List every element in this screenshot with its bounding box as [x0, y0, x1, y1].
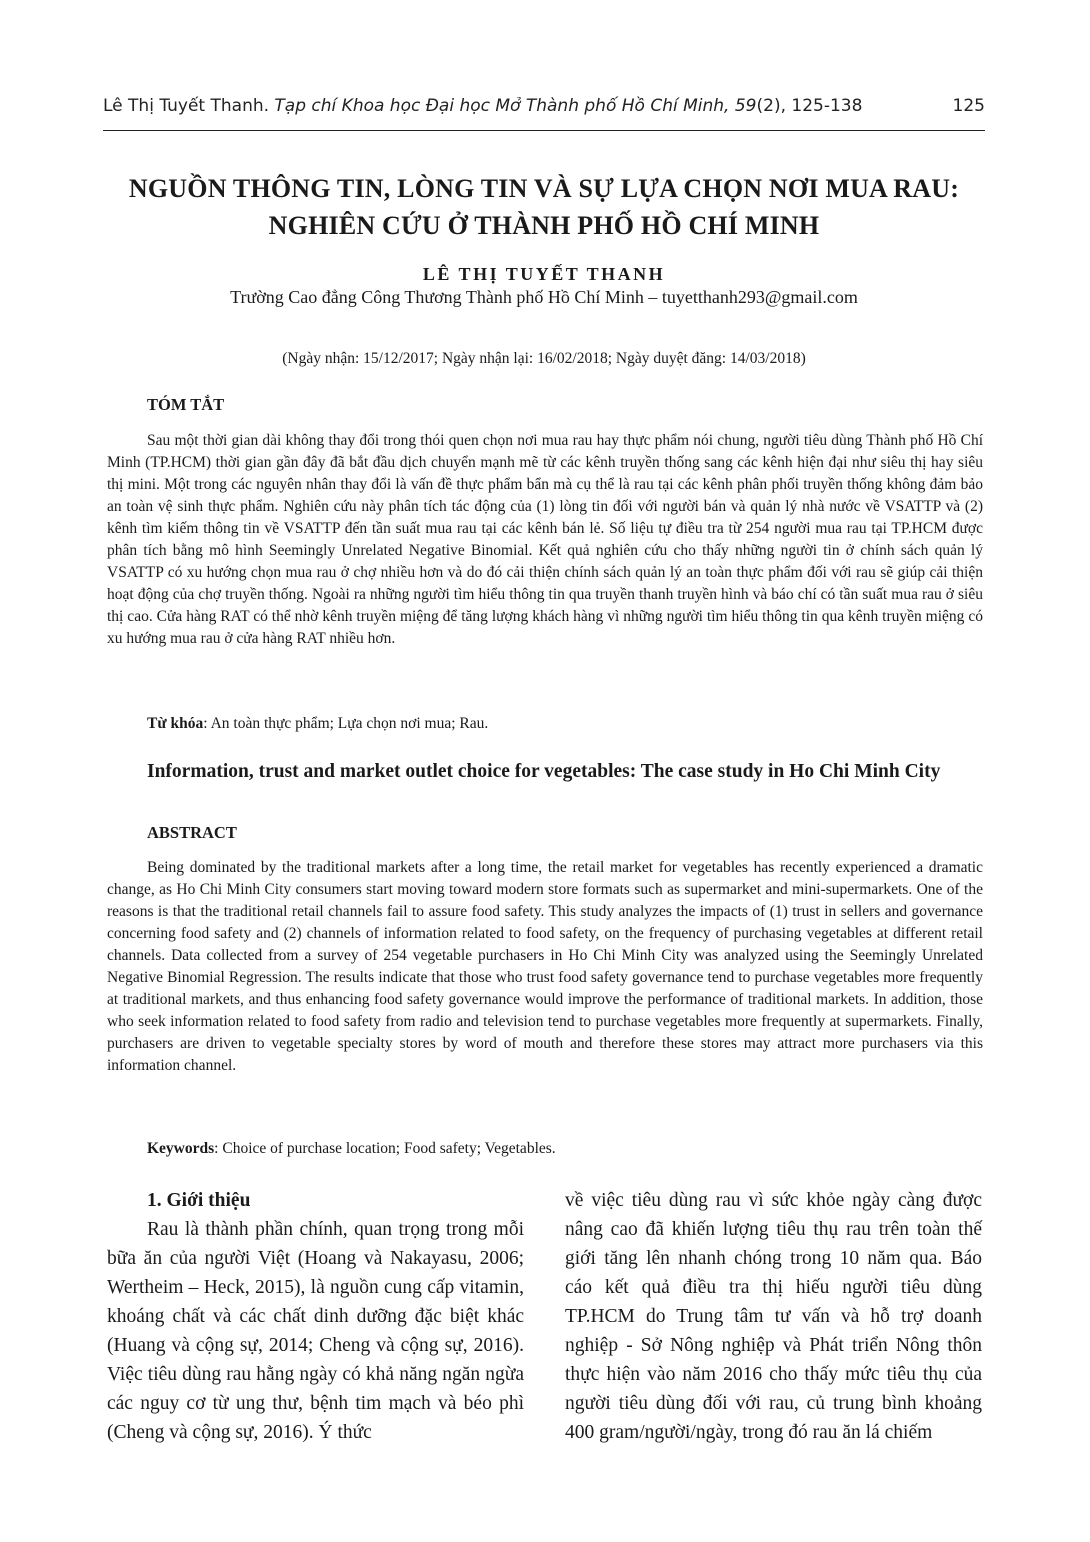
vn-abstract-body: Sau một thời gian dài không thay đổi trong thói quen chọn nơi mua rau hay thực phẩm nói chung, người tiêu dùng Thành phố Hồ Chí Minh (TP.HCM) thời gian gần đây đã bắt đầu dịch chuyển mạnh mẽ từ các kênh truyền thống sang các kênh hiện đại như siêu thị hay siêu thị mini. Một trong các nguyên nhân thay đổi là vấn đề thực phẩm bẩn mà cụ thể là rau tại các kênh phân phối truyền thống không đảm bảo an toàn vệ sinh thực phẩm. Nghiên cứu này phân tích tác động của (1) lòng tin đối với người bán và quản lý nhà nước về VSATTP và (2) kênh tìm kiếm thông tin về VSATTP đến tần suất mua rau tại các kênh bán lẻ. Số liệu tự điều tra từ 254 người mua rau tại TP.HCM được phân tích bằng mô hình Seemingly Unrelated Negative Binomial. Kết quả nghiên cứu cho thấy những người tin ở chính sách quản lý VSATTP có xu hướng chọn mua rau ở chợ nhiều hơn và do đó cải thiện chính sách quản lý an toàn thực phẩm đối với rau sẽ giúp cải thiện hoạt động của chợ truyền thống. Ngoài ra những người tìm hiểu thông tin qua truyền thanh truyền hình và báo chí có tần suất mua rau ở siêu thị cao. Cửa hàng RAT có thể nhờ kênh truyền miệng để tăng lượng khách hàng vì những người tìm hiểu thông tin qua kênh truyền miệng có xu hướng mua rau ở cửa hàng RAT nhiều hơn.	[107, 432, 983, 647]
article-title	[103, 170, 985, 244]
vn-keywords-label: Từ khóa	[147, 715, 204, 732]
author-name: LÊ THỊ TUYẾT THANH	[422, 264, 666, 284]
submission-dates: (Ngày nhận: 15/12/2017; Ngày nhận lại: 16/02/2018; Ngày duyệt đăng: 14/03/2018)	[282, 350, 806, 367]
header-author: Lê Thị Tuyết Thanh.	[103, 96, 270, 116]
page-number: 125	[952, 96, 985, 116]
citation	[103, 96, 862, 116]
title-line-1: NGUỒN THÔNG TIN, LÒNG TIN VÀ SỰ LỰA CHỌN NƠI MUA RAU:	[128, 174, 960, 203]
vn-abstract-heading: TÓM TẮT	[147, 395, 225, 414]
left-column	[107, 1186, 524, 1447]
intro-paragraph-right: về việc tiêu dùng rau vì sức khỏe ngày càng được nâng cao đã khiến lượng tiêu thụ rau trên toàn thế giới tăng lên nhanh chóng trong 10 năm qua. Báo cáo kết quả điều tra thị hiếu người tiêu dùng TP.HCM do Trung tâm tư vấn và hỗ trợ doanh nghiệp - Sở Nông nghiệp và Phát triển Nông thôn thực hiện vào năm 2016 cho thấy mức tiêu thụ của người tiêu dùng đối với rau, củ trung bình khoảng 400 gram/người/ngày, trong đó rau ăn lá chiếm	[565, 1190, 982, 1443]
header-divider	[103, 130, 985, 131]
running-header	[103, 96, 985, 116]
english-title: Information, trust and market outlet choice for vegetables: The case study in Ho Chi Minh City	[147, 761, 941, 782]
author-affiliation: Trường Cao đẳng Công Thương Thành phố Hồ Chí Minh – tuyetthanh293@gmail.com	[230, 287, 858, 307]
en-abstract-heading: ABSTRACT	[147, 823, 237, 842]
intro-paragraph-left: Rau là thành phần chính, quan trọng trong mỗi bữa ăn của người Việt (Hoang và Nakayasu, 2006; Wertheim – Heck, 2015), là nguồn cung cấp vitamin, khoáng chất và các chất dinh dưỡng đặc biệt khác (Huang và cộng sự, 2014; Cheng và cộng sự, 2016). Việc tiêu dùng rau hằng ngày có khả năng ngăn ngừa các nguy cơ từ ung thư, bệnh tim mạch và béo phì (Cheng và cộng sự, 2016). Ý thức	[107, 1219, 524, 1443]
journal-name: Tạp chí Khoa học Đại học Mở Thành phố Hồ Chí Minh, 59	[274, 96, 757, 116]
en-abstract-body: Being dominated by the traditional markets after a long time, the retail market for vegetables has recently experienced a dramatic change, as Ho Chi Minh City consumers start moving toward modern store formats such as supermarket and mini-supermarkets. One of the reasons is that the traditional retail channels fail to assure food safety. This study analyzes the impacts of (1) trust in sellers and governance concerning food safety and (2) channels of information related to food safety, on the frequency of purchasing vegetables at different retail channels. Data collected from a survey of 254 vegetable purchasers in Ho Chi Minh City was analyzed using the Seemingly Unrelated Negative Binomial Regression. The results indicate that those who trust food safety governance tend to purchase vegetables more frequently at traditional markets, and thus enhancing food safety governance would improve the performance of traditional markets. In addition, those who seek information related to food safety from radio and television tend to purchase vegetables more frequently at supermarkets. Finally, purchasers are driven to vegetable specialty stores by word of mouth and therefore these stores may attract more purchasers via this information channel.	[107, 859, 983, 1074]
title-line-2: NGHIÊN CỨU Ở THÀNH PHỐ HỒ CHÍ MINH	[268, 211, 820, 240]
right-column	[565, 1186, 982, 1447]
issue-pages: (2), 125-138	[756, 96, 863, 116]
en-keywords	[147, 1140, 556, 1158]
en-keywords-label: Keywords	[147, 1140, 215, 1157]
vn-keywords-list: : An toàn thực phẩm; Lựa chọn nơi mua; Rau.	[203, 715, 489, 732]
en-keywords-list: : Choice of purchase location; Food safety; Vegetables.	[214, 1140, 556, 1157]
intro-heading: 1. Giới thiệu	[147, 1190, 251, 1211]
vn-keywords	[147, 715, 488, 733]
